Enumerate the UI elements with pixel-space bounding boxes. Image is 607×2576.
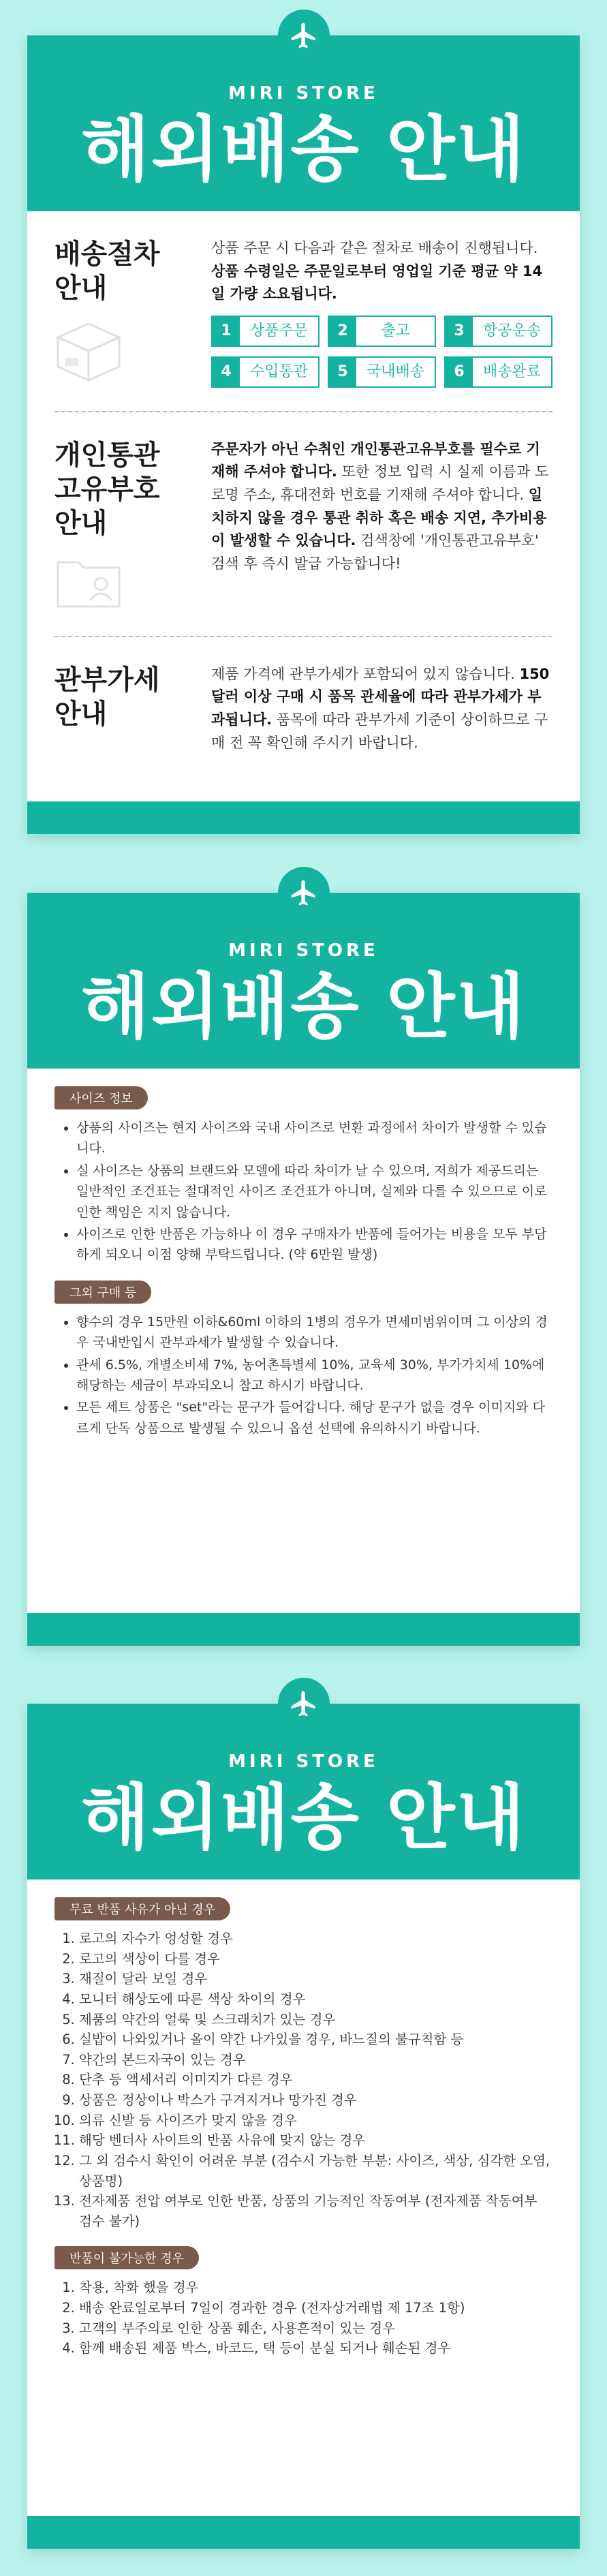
- list-item: • 모든 세트 상품은 "set"라는 문구가 들어갑니다. 해당 문구가 없을 경우 이미지와 다르게 단독 상품으로 발생될 수 있으니 옵션 선택에 유의하시기 바랍니다.: [76, 1397, 552, 1439]
- list-item: 3. 고객의 부주의로 인한 상품 훼손, 사용흔적이 있는 경우: [79, 2318, 552, 2339]
- size-info-tag: 사이즈 정보: [55, 1086, 148, 1109]
- card-footer-bar: [27, 1613, 580, 1646]
- list-item: 9. 상품은 정상이나 박스가 구겨지거나 망가진 경우: [79, 2090, 552, 2111]
- brand-name: MIRI STORE: [228, 83, 379, 104]
- shipping-step: [444, 356, 552, 388]
- shipping-step: [328, 356, 436, 388]
- no-return-list: [55, 2278, 552, 2359]
- emphasis-text: 주문자가 아닌 수취인 개인통관고유부호를 필수로 기재해 주셔야 합니다.: [211, 440, 540, 480]
- list-item: 8. 단추 등 액세서리 이미지가 다른 경우: [79, 2070, 552, 2090]
- step-label: 배송완료: [482, 363, 541, 381]
- list-item: 13. 전자제품 전압 여부로 인한 반품, 상품의 기능적인 작동여부 (전자제품 작동여부 검수 불가): [79, 2191, 552, 2231]
- airplane-icon: [278, 1678, 330, 1730]
- size-info-list: [55, 1118, 552, 1266]
- section-duties: [55, 636, 552, 778]
- card-footer-bar: [27, 2516, 580, 2549]
- shipping-info-card-2: [27, 893, 580, 1646]
- section-body: [191, 438, 552, 613]
- list-item: • 사이즈로 인한 반품은 가능하나 이 경우 구매자가 반품에 들어가는 비용을 모두 부담하게 되오니 이점 양해 부탁드립니다. (약 6만원 발생): [76, 1224, 552, 1266]
- non-free-return-list: [55, 1929, 552, 2231]
- body-text: 검색창에 '개인통관고유부호' 검색 후 즉시 발급 가능합니다!: [211, 532, 539, 572]
- section-body: [191, 663, 552, 754]
- list-item: 2. 배송 완료일로부터 7일이 경과한 경우 (전자상거래법 제 17조 1항): [79, 2298, 552, 2318]
- list-item: 10. 의류 신발 등 사이즈가 맞지 않을 경우: [79, 2111, 552, 2131]
- section-title: 관부가세 안내: [55, 664, 160, 730]
- step-label: 항공운송: [482, 322, 541, 340]
- list-item: 1. 착용, 착화 했을 경우: [79, 2278, 552, 2298]
- card-header: [27, 35, 580, 211]
- step-number: 6: [446, 358, 473, 386]
- body-text: 상품 주문 시 다음과 같은 절차로 배송이 진행됩니다.: [211, 240, 538, 256]
- box-icon: [55, 320, 191, 384]
- body-text: 품목에 따라 관부가세 기준이 상이하므로 구매 전 꼭 확인해 주시기 바랍니다.: [211, 711, 548, 751]
- page-title: 해외배송 안내: [81, 1776, 526, 1859]
- brand-name: MIRI STORE: [228, 1751, 379, 1772]
- shipping-step: [444, 316, 552, 347]
- shipping-step: [328, 316, 436, 347]
- list-item: • 향수의 경우 15만원 이하&60ml 이하의 1병의 경우가 면세미범위이며 그 이상의 경우 국내반입시 관부과세가 발생할 수 있습니다.: [76, 1312, 552, 1353]
- card-footer-bar: [27, 801, 580, 834]
- list-item: • 실 사이즈는 상품의 브랜드와 모델에 따라 차이가 날 수 있으며, 저희가 제공드리는 일반적인 조건표는 절대적인 사이즈 조건표가 아니며, 실제와 다를 수 있으므로 이로 인한 책임은 지지 않습니다.: [76, 1161, 552, 1223]
- emphasis-text: 150달러 이상 구매 시 품목 관세율에 따라 관부가세가 부과됩니다.: [211, 665, 550, 728]
- step-label: 출고: [381, 322, 410, 340]
- body-text: 제품 가격에 관부가세가 포함되어 있지 않습니다.: [211, 665, 520, 682]
- step-label: 상품주문: [249, 322, 308, 340]
- list-item: 4. 모니터 해상도에 따른 색상 차이의 경우: [79, 1989, 552, 2010]
- airplane-icon: [278, 867, 330, 919]
- step-number: 4: [213, 358, 240, 386]
- step-number: 5: [329, 358, 356, 386]
- list-item: 5. 제품의 약간의 얼룩 및 스크래치가 있는 경우: [79, 2010, 552, 2030]
- airplane-icon: [278, 10, 330, 61]
- section-shipping-process: [55, 211, 552, 411]
- list-item: 3. 재질이 달라 보일 경우: [79, 1969, 552, 1989]
- page-title: 해외배송 안내: [81, 108, 526, 191]
- step-label: 수입통관: [249, 363, 308, 381]
- section-customs-code: [55, 411, 552, 636]
- step-number: 2: [329, 317, 356, 346]
- list-item: 4. 함께 배송된 제품 박스, 바코드, 택 등이 분실 되거나 훼손된 경우: [79, 2338, 552, 2359]
- section-title: 배송절차 안내: [55, 239, 160, 304]
- shipping-step: [211, 316, 320, 347]
- section-body: [191, 237, 552, 388]
- id-card-icon: [55, 555, 191, 613]
- list-item: 2. 로고의 색상이 다를 경우: [79, 1949, 552, 1969]
- list-item: 11. 해당 벤더사 사이트의 반품 사유에 맞지 않는 경우: [79, 2130, 552, 2151]
- brand-name: MIRI STORE: [228, 940, 379, 961]
- list-item: • 상품의 사이즈는 현지 사이즈와 국내 사이즈로 변환 과정에서 차이가 발생할 수 있습니다.: [76, 1118, 552, 1159]
- page-title: 해외배송 안내: [81, 965, 526, 1048]
- card-header: [27, 893, 580, 1069]
- shipping-info-card-1: [27, 35, 580, 834]
- list-item: 7. 약간의 본드자국이 있는 경우: [79, 2050, 552, 2070]
- emphasis-text: 상품 수령일은 주문일로부터 영업일 기준 평균 약 14일 가량 소요됩니다.: [211, 262, 543, 303]
- other-purchase-tag: 그외 구매 등: [55, 1281, 151, 1304]
- shipping-info-card-3: [27, 1704, 580, 2549]
- card-header: [27, 1704, 580, 1880]
- list-item: 6. 실밥이 나와있거나 올이 약간 나가있을 경우, 바느질의 불규칙함 등: [79, 2029, 552, 2050]
- list-item: 1. 로고의 자수가 엉성할 경우: [79, 1929, 552, 1949]
- shipping-steps: [211, 316, 552, 388]
- non-free-return-tag: 무료 반품 사유가 아닌 경우: [55, 1897, 230, 1920]
- emphasis-text: 일치하지 않을 경우 통관 취하 혹은 배송 지연, 추가비용이 발생할 수 있습니다.: [211, 486, 547, 549]
- step-label: 국내배송: [366, 363, 424, 381]
- other-purchase-list: [55, 1312, 552, 1439]
- step-number: 3: [446, 317, 473, 346]
- no-return-tag: 반품이 불가능한 경우: [55, 2246, 199, 2269]
- section-title: 개인통관 고유부호 안내: [55, 439, 160, 539]
- shipping-step: [211, 356, 320, 388]
- step-number: 1: [213, 317, 240, 346]
- body-text: 또한 정보 입력 시 실제 이름과 도로명 주소, 휴대전화 번호를 기재해 주셔야 합니다.: [211, 463, 549, 503]
- list-item: 12. 그 외 검수시 확인이 어려운 부분 (검수시 가능한 부분: 사이즈, 색상, 심각한 오염, 상품명): [79, 2151, 552, 2191]
- list-item: • 관세 6.5%, 개별소비세 7%, 농어촌특별세 10%, 교육세 30%, 부가가치세 10%에 해당하는 세금이 부과되오니 참고 하시기 바랍니다.: [76, 1355, 552, 1396]
